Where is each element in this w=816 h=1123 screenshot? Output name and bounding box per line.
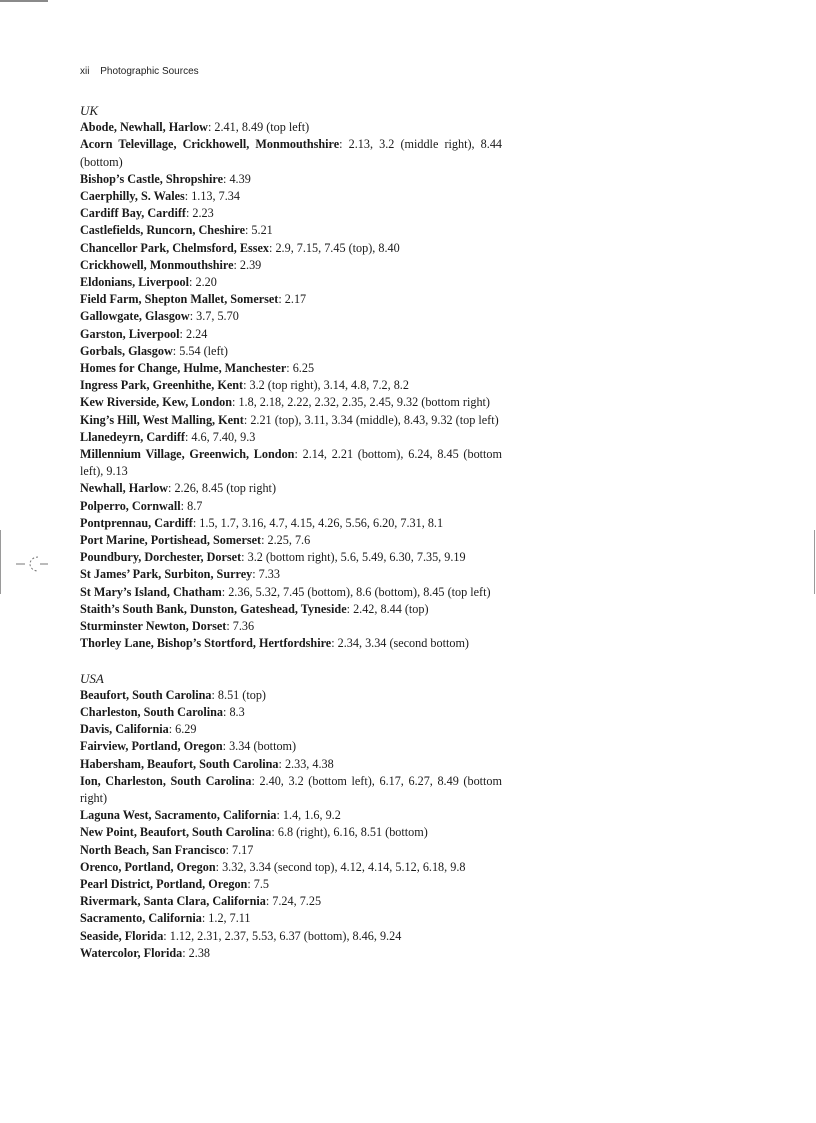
index-entry: Rivermark, Santa Clara, California: 7.24, 7.25 bbox=[80, 894, 322, 909]
entry-place-name: Laguna West, Sacramento, California bbox=[80, 808, 277, 823]
entry-place-name: Gallowgate, Glasgow bbox=[80, 309, 190, 324]
index-entry: Sturminster Newton, Dorset: 7.36 bbox=[80, 619, 255, 634]
entry-place-name: Abode, Newhall, Harlow bbox=[80, 120, 208, 135]
entry-place-name: Llanedeyrn, Cardiff bbox=[80, 429, 185, 444]
index-entry: Eldonians, Liverpool: 2.20 bbox=[80, 275, 217, 290]
index-entry: Abode, Newhall, Harlow: 2.41, 8.49 (top left) bbox=[80, 120, 310, 135]
photographic-sources-list bbox=[80, 102, 502, 962]
entry-figure-refs: 2.41, 8.49 (top left) bbox=[214, 120, 310, 135]
entry-figure-refs: 2.39 bbox=[239, 257, 262, 272]
entry-figure-refs: 3.32, 3.34 (second top), 4.12, 4.14, 5.12, 6.18, 9.8 bbox=[222, 859, 466, 874]
index-entry: Caerphilly, S. Wales: 1.13, 7.34 bbox=[80, 189, 240, 204]
entry-figure-refs: 4.6, 7.40, 9.3 bbox=[191, 429, 256, 444]
index-entry: Pontprennau, Cardiff: 1.5, 1.7, 3.16, 4.7, 4.15, 4.26, 5.56, 6.20, 7.31, 8.1 bbox=[80, 515, 444, 530]
entry-figure-refs: 5.21 bbox=[251, 223, 273, 238]
entry-place-name: Thorley Lane, Bishop’s Stortford, Hertfordshire bbox=[80, 636, 332, 651]
entry-place-name: Beaufort, South Carolina bbox=[80, 687, 212, 702]
index-entry: Field Farm, Shepton Mallet, Somerset: 2.17 bbox=[80, 292, 307, 307]
entry-place-name: Millennium Village, Greenwich, London bbox=[80, 447, 295, 462]
index-entry: Orenco, Portland, Oregon: 3.32, 3.34 (second top), 4.12, 4.14, 5.12, 6.18, 9.8 bbox=[80, 859, 466, 874]
entry-place-name: Staith’s South Bank, Dunston, Gateshead, Tyneside bbox=[80, 601, 347, 616]
index-entry: Laguna West, Sacramento, California: 1.4, 1.6, 9.2 bbox=[80, 808, 341, 823]
index-entry: Crickhowell, Monmouthshire: 2.39 bbox=[80, 257, 262, 272]
entry-place-name: Ion, Charleston, South Carolina bbox=[80, 773, 252, 788]
entry-place-name: Castlefields, Runcorn, Cheshire bbox=[80, 223, 245, 238]
entry-figure-refs: 2.36, 5.32, 7.45 (bottom), 8.6 (bottom), 8.45 (top left) bbox=[228, 584, 491, 599]
index-entry: Watercolor, Florida: 2.38 bbox=[80, 945, 210, 960]
entry-figure-refs: 5.54 (left) bbox=[179, 343, 228, 358]
entry-figure-refs: 2.40, 3.2 (bottom left), 6.17, 6.27, 8.49 (bottom right) bbox=[80, 773, 503, 805]
entry-place-name: Newhall, Harlow bbox=[80, 481, 169, 496]
entry-figure-refs: 3.2 (bottom right), 5.6, 5.49, 6.30, 7.35, 9.19 bbox=[247, 550, 466, 565]
index-entry: Castlefields, Runcorn, Cheshire: 5.21 bbox=[80, 223, 273, 238]
entry-figure-refs: 3.34 (bottom) bbox=[229, 739, 297, 754]
entry-place-name: Field Farm, Shepton Mallet, Somerset bbox=[80, 292, 279, 307]
entry-place-name: Sturminster Newton, Dorset bbox=[80, 619, 227, 634]
index-entry: Llanedeyrn, Cardiff: 4.6, 7.40, 9.3 bbox=[80, 429, 256, 444]
entry-figure-refs: 2.9, 7.15, 7.45 (top), 8.40 bbox=[275, 240, 400, 255]
entry-place-name: Seaside, Florida bbox=[80, 928, 164, 943]
entry-place-name: Orenco, Portland, Oregon bbox=[80, 859, 216, 874]
crop-mark-left bbox=[0, 530, 1, 594]
entry-figure-refs: 7.36 bbox=[232, 619, 255, 634]
entry-figure-refs: 3.2 (top right), 3.14, 4.8, 7.2, 8.2 bbox=[249, 378, 409, 393]
entry-place-name: Watercolor, Florida bbox=[80, 945, 183, 960]
page-folio: xii bbox=[80, 66, 90, 77]
index-entry: North Beach, San Francisco: 7.17 bbox=[80, 842, 254, 857]
index-entry: Chancellor Park, Chelmsford, Essex: 2.9, 7.15, 7.45 (top), 8.40 bbox=[80, 240, 400, 255]
entry-figure-refs: 1.13, 7.34 bbox=[191, 189, 240, 204]
entry-figure-refs: 8.7 bbox=[187, 498, 203, 513]
entry-place-name: New Point, Beaufort, South Carolina bbox=[80, 825, 272, 840]
entry-place-name: Polperro, Cornwall bbox=[80, 498, 181, 513]
entry-figure-refs: 2.24 bbox=[185, 326, 208, 341]
section-title: USA bbox=[80, 670, 104, 686]
entry-figure-refs: 3.7, 5.70 bbox=[196, 309, 239, 324]
index-entry: Acorn Televillage, Crickhowell, Monmouthshire: 2.13, 3.2 (middle right), 8.44 (bottom) bbox=[80, 137, 503, 169]
index-entry: St James’ Park, Surbiton, Surrey: 7.33 bbox=[80, 567, 280, 582]
entry-figure-refs: 1.8, 2.18, 2.22, 2.32, 2.35, 2.45, 9.32 (bottom right) bbox=[238, 395, 490, 410]
entry-figure-refs: 2.34, 3.34 (second bottom) bbox=[337, 636, 469, 651]
entry-place-name: Acorn Televillage, Crickhowell, Monmouthshire bbox=[80, 137, 340, 152]
index-entry: Newhall, Harlow: 2.26, 8.45 (top right) bbox=[80, 481, 277, 496]
index-entry: Davis, California: 6.29 bbox=[80, 722, 197, 737]
entry-figure-refs: 8.51 (top) bbox=[217, 687, 266, 702]
index-entry: Fairview, Portland, Oregon: 3.34 (bottom) bbox=[80, 739, 297, 754]
entry-place-name: Cardiff Bay, Cardiff bbox=[80, 206, 186, 221]
entry-figure-refs: 6.8 (right), 6.16, 8.51 (bottom) bbox=[277, 825, 428, 840]
entry-place-name: Caerphilly, S. Wales bbox=[80, 189, 185, 204]
entry-place-name: Chancellor Park, Chelmsford, Essex bbox=[80, 240, 270, 255]
entry-figure-refs: 2.14, 2.21 (bottom), 6.24, 8.45 (bottom left), 9.13 bbox=[80, 447, 503, 479]
index-entry: Bishop’s Castle, Shropshire: 4.39 bbox=[80, 171, 251, 186]
entry-figure-refs: 7.5 bbox=[253, 876, 269, 891]
index-entry: Sacramento, California: 1.2, 7.11 bbox=[80, 911, 251, 926]
entry-place-name: Habersham, Beaufort, South Carolina bbox=[80, 756, 279, 771]
entry-figure-refs: 6.29 bbox=[175, 722, 197, 737]
index-entry: Habersham, Beaufort, South Carolina: 2.33, 4.38 bbox=[80, 756, 334, 771]
index-entry: Ion, Charleston, South Carolina: 2.40, 3.2 (bottom left), 6.17, 6.27, 8.49 (bottom right) bbox=[80, 773, 503, 805]
crop-mark-top bbox=[0, 0, 48, 2]
index-entry: Pearl District, Portland, Oregon: 7.5 bbox=[80, 876, 269, 891]
entry-place-name: Gorbals, Glasgow bbox=[80, 343, 173, 358]
entry-figure-refs: 1.2, 7.11 bbox=[208, 911, 251, 926]
index-entry: Homes for Change, Hulme, Manchester: 6.25 bbox=[80, 361, 315, 376]
index-entry: King’s Hill, West Malling, Kent: 2.21 (top), 3.11, 3.34 (middle), 8.43, 9.32 (top left) bbox=[80, 412, 499, 427]
entry-figure-refs: 2.42, 8.44 (top) bbox=[353, 601, 429, 616]
entry-place-name: Crickhowell, Monmouthshire bbox=[80, 257, 234, 272]
entry-place-name: St Mary’s Island, Chatham bbox=[80, 584, 222, 599]
section-title: UK bbox=[80, 103, 99, 118]
entry-figure-refs: 2.23 bbox=[192, 206, 214, 221]
crop-mark-right bbox=[814, 530, 815, 594]
section-gap bbox=[80, 653, 502, 670]
index-entry: St Mary’s Island, Chatham: 2.36, 5.32, 7.45 (bottom), 8.6 (bottom), 8.45 (top left) bbox=[80, 584, 491, 599]
entry-place-name: Ingress Park, Greenhithe, Kent bbox=[80, 378, 244, 393]
entry-place-name: Eldonians, Liverpool bbox=[80, 275, 190, 290]
index-entry: Cardiff Bay, Cardiff: 2.23 bbox=[80, 206, 214, 221]
running-head-title: Photographic Sources bbox=[100, 66, 199, 77]
index-entry: Gallowgate, Glasgow: 3.7, 5.70 bbox=[80, 309, 239, 324]
entry-figure-refs: 1.5, 1.7, 3.16, 4.7, 4.15, 4.26, 5.56, 6.20, 7.31, 8.1 bbox=[199, 515, 444, 530]
entry-place-name: Port Marine, Portishead, Somerset bbox=[80, 533, 262, 548]
entry-place-name: Kew Riverside, Kew, London bbox=[80, 395, 233, 410]
entry-figure-refs: 2.25, 7.6 bbox=[267, 533, 311, 548]
index-entry: Charleston, South Carolina: 8.3 bbox=[80, 704, 245, 719]
entry-place-name: Davis, California bbox=[80, 722, 169, 737]
entry-place-name: Pearl District, Portland, Oregon bbox=[80, 876, 248, 891]
entry-place-name: Pontprennau, Cardiff bbox=[80, 515, 193, 530]
entry-figure-refs: 2.26, 8.45 (top right) bbox=[174, 481, 277, 496]
index-entry: Millennium Village, Greenwich, London: 2.14, 2.21 (bottom), 6.24, 8.45 (bottom left), 9.13 bbox=[80, 447, 503, 479]
index-entry: Poundbury, Dorchester, Dorset: 3.2 (bottom right), 5.6, 5.49, 6.30, 7.35, 9.19 bbox=[80, 550, 466, 565]
index-entry: Garston, Liverpool: 2.24 bbox=[80, 326, 208, 341]
entry-place-name: Fairview, Portland, Oregon bbox=[80, 739, 223, 754]
entry-place-name: Poundbury, Dorchester, Dorset bbox=[80, 550, 242, 565]
entry-figure-refs: 2.21 (top), 3.11, 3.34 (middle), 8.43, 9.32 (top left) bbox=[250, 412, 499, 427]
entry-figure-refs: 2.20 bbox=[195, 275, 217, 290]
entry-figure-refs: 7.33 bbox=[258, 567, 280, 582]
index-entry: New Point, Beaufort, South Carolina: 6.8 (right), 6.16, 8.51 (bottom) bbox=[80, 825, 428, 840]
index-entry: Thorley Lane, Bishop’s Stortford, Hertfordshire: 2.34, 3.34 (second bottom) bbox=[80, 636, 469, 651]
entry-place-name: Garston, Liverpool bbox=[80, 326, 180, 341]
entry-place-name: Bishop’s Castle, Shropshire bbox=[80, 171, 224, 186]
registration-mark bbox=[16, 552, 48, 576]
entry-figure-refs: 1.12, 2.31, 2.37, 5.53, 6.37 (bottom), 8.46, 9.24 bbox=[169, 928, 402, 943]
index-entry: Gorbals, Glasgow: 5.54 (left) bbox=[80, 343, 228, 358]
index-entry: Staith’s South Bank, Dunston, Gateshead, Tyneside: 2.42, 8.44 (top) bbox=[80, 601, 429, 616]
entry-figure-refs: 8.3 bbox=[229, 704, 245, 719]
entry-figure-refs: 2.17 bbox=[284, 292, 307, 307]
entry-figure-refs: 7.17 bbox=[232, 842, 254, 857]
entry-figure-refs: 2.33, 4.38 bbox=[284, 756, 334, 771]
index-entry: Polperro, Cornwall: 8.7 bbox=[80, 498, 203, 513]
index-entry: Seaside, Florida: 1.12, 2.31, 2.37, 5.53, 6.37 (bottom), 8.46, 9.24 bbox=[80, 928, 402, 943]
index-entry: Ingress Park, Greenhithe, Kent: 3.2 (top right), 3.14, 4.8, 7.2, 8.2 bbox=[80, 378, 409, 393]
index-entry: Beaufort, South Carolina: 8.51 (top) bbox=[80, 687, 266, 702]
running-head bbox=[80, 66, 199, 77]
entry-figure-refs: 6.25 bbox=[292, 361, 315, 376]
entry-place-name: Sacramento, California bbox=[80, 911, 202, 926]
entry-place-name: King’s Hill, West Malling, Kent bbox=[80, 412, 244, 427]
entry-figure-refs: 2.13, 3.2 (middle right), 8.44 (bottom) bbox=[80, 137, 503, 169]
entry-figure-refs: 7.24, 7.25 bbox=[272, 894, 322, 909]
entry-place-name: Rivermark, Santa Clara, California bbox=[80, 894, 266, 909]
entry-figure-refs: 1.4, 1.6, 9.2 bbox=[282, 808, 341, 823]
index-entry: Port Marine, Portishead, Somerset: 2.25, 7.6 bbox=[80, 533, 311, 548]
entry-place-name: Homes for Change, Hulme, Manchester bbox=[80, 361, 287, 376]
index-entry: Kew Riverside, Kew, London: 1.8, 2.18, 2.22, 2.32, 2.35, 2.45, 9.32 (bottom right) bbox=[80, 395, 490, 410]
entry-place-name: North Beach, San Francisco bbox=[80, 842, 226, 857]
entry-figure-refs: 4.39 bbox=[229, 171, 251, 186]
entry-place-name: Charleston, South Carolina bbox=[80, 704, 224, 719]
entry-place-name: St James’ Park, Surbiton, Surrey bbox=[80, 567, 253, 582]
entry-figure-refs: 2.38 bbox=[188, 945, 210, 960]
